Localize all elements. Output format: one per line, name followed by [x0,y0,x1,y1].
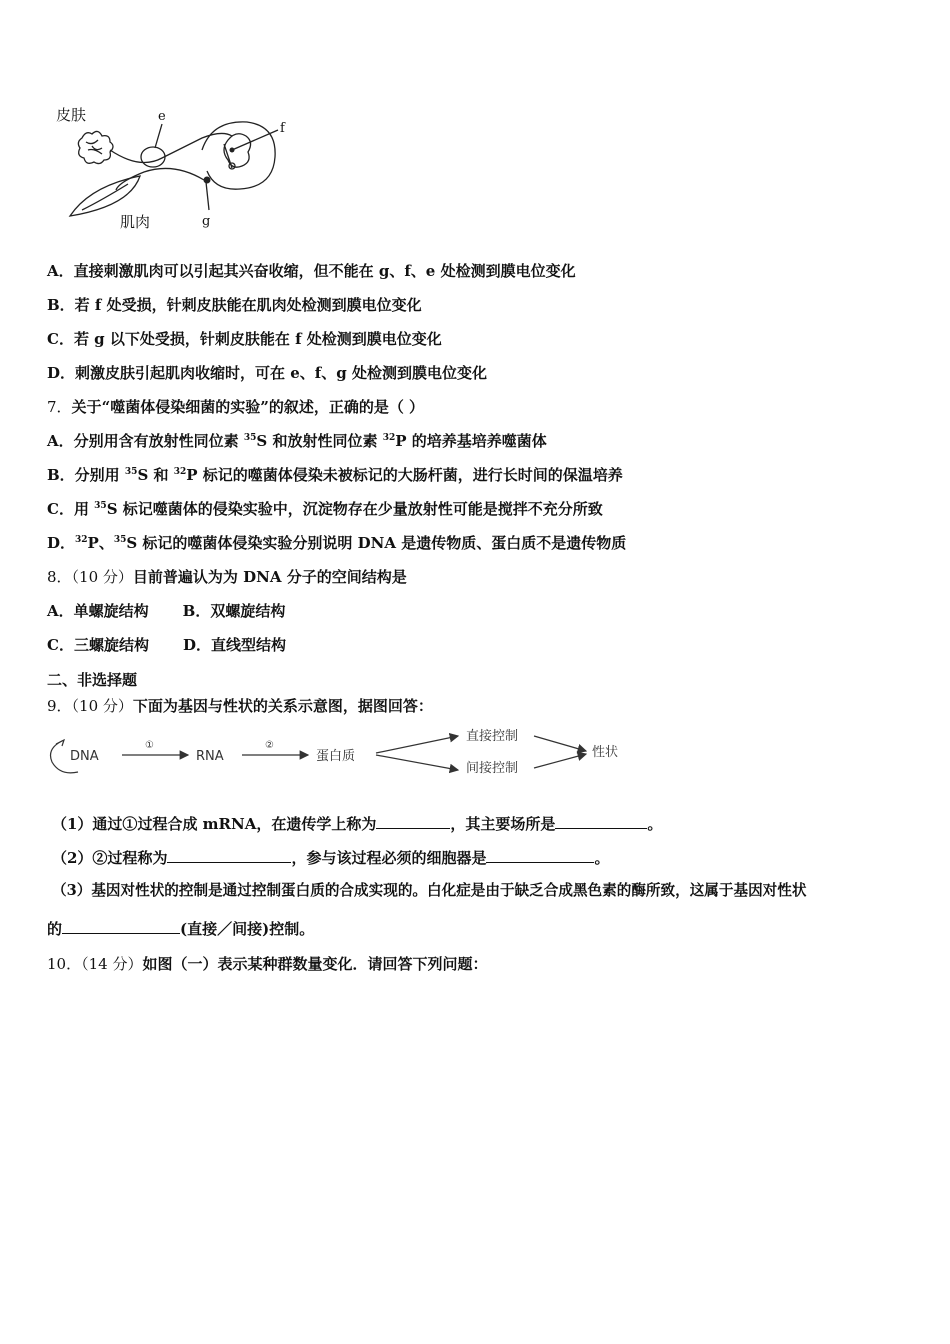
q8-stem: 8．（10 分）目前普遍认为为 DNA 分子的空间结构是 [47,568,407,586]
label-f: f [280,121,285,136]
q8-option-a: A．单螺旋结构 [47,602,149,620]
q6-option-c: C．若 g 以下处受损，针刺皮肤能在 f 处检测到膜电位变化 [47,330,442,348]
arrow-trait-bottom [534,754,586,768]
q6-option-a: A．直接刺激肌肉可以引起其兴奋收缩，但不能在 g、f、e 处检测到膜电位变化 [47,262,576,280]
q9-part3-line1: （3）基因对性状的控制是通过控制蛋白质的合成实现的。白化症是由于缺乏合成黑色素的酶所致，这属于基因对性状 [52,882,807,899]
answer-blank-5[interactable] [62,918,180,934]
answer-blank-3[interactable] [167,847,291,863]
q9-part1: （1）通过①过程合成 mRNA，在遗传学上称为 ，其主要场所是 。 [52,815,663,833]
diagram-dna: DNA [70,749,99,764]
label-e: e [158,109,166,124]
reflex-arc-figure [52,100,302,235]
diagram-trait: 性状 [592,745,619,760]
q9-score: （10 分） [71,697,133,715]
diagram-step1: ① [145,740,154,751]
label-skin: 皮肤 [56,106,87,124]
diagram-rna: RNA [196,749,224,764]
q8-option-c: C．三螺旋结构 [47,636,149,654]
q7-stem-a: 关于 [71,398,102,416]
q9-part3-line2: 的 (直接／间接)控制。 [47,920,315,938]
arrow-trait-top [534,736,586,751]
reflex-arc-drawing [52,100,302,235]
section-heading: 二、非选择题 [47,671,138,689]
diagram-step2: ② [265,740,274,751]
diagram-protein: 蛋白质 [316,749,356,764]
q7-option-b: B．分别用 $^{35}$S 和 $^{32}$P 标记的噬菌体侵染未被标记的大肠杆菌，进行长时间的保温培养 [47,466,623,484]
arrow-indirect [376,755,458,770]
label-muscle: 肌肉 [120,213,151,231]
q8-options-row1 [47,601,285,621]
q7-number: 7． [47,398,72,416]
q6-option-d: D．刺激皮肤引起肌肉收缩时，可在 e、f、g 处检测到膜电位变化 [47,364,487,382]
q7-stem [47,397,424,417]
q7-option-c: C．用 $^{35}$S 标记噬菌体的侵染实验中，沉淀物存在少量放射性可能是搅拌不充分所致 [47,500,603,518]
q9-stem: 9．（10 分）下面为基因与性状的关系示意图，据图回答： [47,697,433,715]
q8-options-row2 [47,635,286,655]
q6-option-b: B．若 f 处受损，针刺皮肤能在肌肉处检测到膜电位变化 [47,296,422,314]
answer-blank-2[interactable] [555,813,647,829]
answer-blank-1[interactable] [376,813,450,829]
label-g: g [202,214,211,229]
q8-score: （10 分） [71,568,133,586]
q7-stem-b: “噬菌体侵染细菌的实验” [101,398,269,416]
q7-stem-c: 的叙述，正确的是（ ） [268,398,425,416]
q8-option-d: D．直线型结构 [182,636,286,654]
q9-part2: （2）②过程称为 ，参与该过程必须的细胞器是 。 [52,849,610,867]
q10-score: （14 分） [81,955,143,973]
answer-blank-4[interactable] [486,847,594,863]
q10-stem: 10．（14 分）如图（一）表示某种群数量变化．请回答下列问题： [47,955,488,973]
arrow-direct [376,736,458,753]
diagram-indirect: 间接控制 [466,761,519,776]
q7-option-a: A．分别用含有放射性同位素 $^{35}$S 和放射性同位素 $^{32}$P 的培养基培养噬菌体 [47,432,547,450]
diagram-direct: 直接控制 [466,729,519,744]
gene-trait-diagram [46,726,636,782]
q7-option-d: D．$^{32}$P、$^{35}$S 标记的噬菌体侵染实验分别说明 DNA 是遗传物质、蛋白质不是遗传物质 [47,534,627,552]
q8-option-b: B．双螺旋结构 [182,602,286,620]
